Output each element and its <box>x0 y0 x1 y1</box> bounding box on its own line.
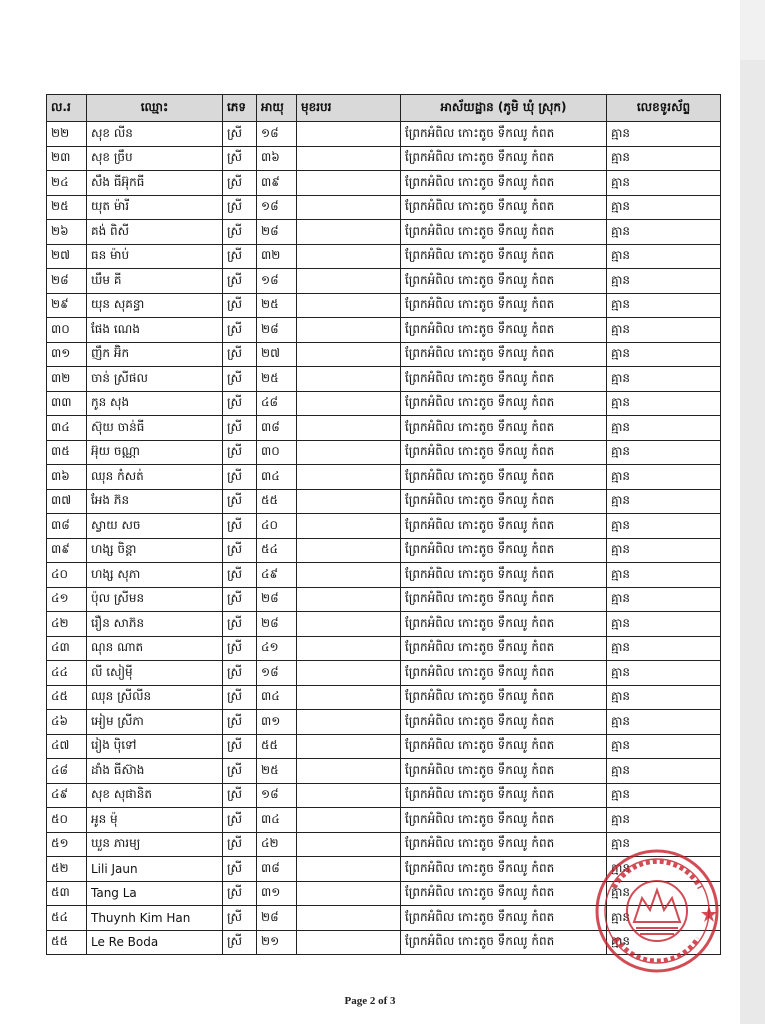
col-header-address: អាស័យដ្ឋាន (ភូមិ ឃុំ ស្រុក) <box>401 95 607 122</box>
cell-phone: គ្មាន <box>607 612 721 637</box>
cell-address: ព្រែកអំពិល កោះតូច ទឹកឈូ កំពត <box>401 783 607 808</box>
cell-phone: គ្មាន <box>607 122 721 147</box>
table-row <box>47 734 721 759</box>
cell-sex: ស្រី <box>223 514 257 539</box>
cell-sex: ស្រី <box>223 783 257 808</box>
cell-address: ព្រែកអំពិល កោះតូច ទឹកឈូ កំពត <box>401 514 607 539</box>
cell-occupation <box>297 612 401 637</box>
table-row <box>47 759 721 784</box>
cell-occupation <box>297 416 401 441</box>
cell-name: ស្វាយ សច <box>87 514 223 539</box>
table-row <box>47 122 721 147</box>
cell-age: ២១ <box>257 930 297 955</box>
cell-occupation <box>297 857 401 882</box>
cell-age: ២៨ <box>257 587 297 612</box>
cell-phone: គ្មាន <box>607 710 721 735</box>
cell-occupation <box>297 685 401 710</box>
cell-sex: ស្រី <box>223 367 257 392</box>
cell-sex: ស្រី <box>223 220 257 245</box>
cell-phone: គ្មាន <box>607 367 721 392</box>
cell-number: ៣៤ <box>47 416 87 441</box>
cell-occupation <box>297 906 401 931</box>
table-row <box>47 538 721 563</box>
cell-age: ៣៤ <box>257 465 297 490</box>
cell-occupation <box>297 636 401 661</box>
cell-age: ៣៩ <box>257 171 297 196</box>
cell-address: ព្រែកអំពិល កោះតូច ទឹកឈូ កំពត <box>401 342 607 367</box>
cell-phone: គ្មាន <box>607 783 721 808</box>
cell-number: ៣៩ <box>47 538 87 563</box>
cell-occupation <box>297 661 401 686</box>
cell-age: ៣៤ <box>257 685 297 710</box>
cell-age: ២៧ <box>257 342 297 367</box>
cell-name: ធន ម៉ាប់ <box>87 244 223 269</box>
cell-occupation <box>297 146 401 171</box>
cell-age: ១៨ <box>257 195 297 220</box>
cell-name: យុន សុគន្ធា <box>87 293 223 318</box>
cell-occupation <box>297 832 401 857</box>
cell-address: ព្រែកអំពិល កោះតូច ទឹកឈូ កំពត <box>401 391 607 416</box>
cell-sex: ស្រី <box>223 538 257 563</box>
cell-number: ៤០ <box>47 563 87 588</box>
cell-sex: ស្រី <box>223 416 257 441</box>
cell-phone: គ្មាន <box>607 881 721 906</box>
table-row <box>47 342 721 367</box>
cell-sex: ស្រី <box>223 612 257 637</box>
cell-number: ២៦ <box>47 220 87 245</box>
cell-sex: ស្រី <box>223 391 257 416</box>
cell-number: ៤៥ <box>47 685 87 710</box>
cell-address: ព្រែកអំពិល កោះតូច ទឹកឈូ កំពត <box>401 734 607 759</box>
cell-number: ៣៣ <box>47 391 87 416</box>
cell-name: ផែង ណេង <box>87 318 223 343</box>
table-row <box>47 391 721 416</box>
cell-sex: ស្រី <box>223 685 257 710</box>
cell-age: ៣៤ <box>257 808 297 833</box>
cell-sex: ស្រី <box>223 587 257 612</box>
cell-address: ព្រែកអំពិល កោះតូច ទឹកឈូ កំពត <box>401 146 607 171</box>
cell-number: ៤២ <box>47 612 87 637</box>
cell-number: ២៣ <box>47 146 87 171</box>
table-row <box>47 636 721 661</box>
cell-name: រៀង ប៉ិទៅ <box>87 734 223 759</box>
cell-address: ព្រែកអំពិល កោះតូច ទឹកឈូ កំពត <box>401 661 607 686</box>
cell-address: ព្រែកអំពិល កោះតូច ទឹកឈូ កំពត <box>401 465 607 490</box>
cell-number: ២៨ <box>47 269 87 294</box>
cell-occupation <box>297 391 401 416</box>
cell-age: ២៨ <box>257 906 297 931</box>
cell-age: ១៨ <box>257 661 297 686</box>
cell-age: ៤៩ <box>257 563 297 588</box>
cell-name: Thuynh Kim Han <box>87 906 223 931</box>
cell-address: ព្រែកអំពិល កោះតូច ទឹកឈូ កំពត <box>401 685 607 710</box>
cell-address: ព្រែកអំពិល កោះតូច ទឹកឈូ កំពត <box>401 563 607 588</box>
cell-age: ១៨ <box>257 122 297 147</box>
cell-number: ៤១ <box>47 587 87 612</box>
cell-age: ១៨ <box>257 783 297 808</box>
cell-name: អូន ម៉ុ <box>87 808 223 833</box>
cell-address: ព្រែកអំពិល កោះតូច ទឹកឈូ កំពត <box>401 318 607 343</box>
cell-name: ហង្ស ចិន្ដា <box>87 538 223 563</box>
cell-number: ៥៤ <box>47 906 87 931</box>
cell-occupation <box>297 930 401 955</box>
cell-age: ២៥ <box>257 759 297 784</box>
cell-name: ចាន់ ស្រីផល <box>87 367 223 392</box>
table-row <box>47 783 721 808</box>
cell-occupation <box>297 514 401 539</box>
cell-occupation <box>297 489 401 514</box>
table-header-row <box>47 95 721 122</box>
cell-occupation <box>297 269 401 294</box>
cell-sex: ស្រី <box>223 734 257 759</box>
cell-number: ៣០ <box>47 318 87 343</box>
cell-sex: ស្រី <box>223 857 257 882</box>
cell-age: ៣១ <box>257 710 297 735</box>
cell-name: ឈុន កំសត់ <box>87 465 223 490</box>
cell-occupation <box>297 195 401 220</box>
official-seal-icon <box>594 848 720 974</box>
cell-address: ព្រែកអំពិល កោះតូច ទឹកឈូ កំពត <box>401 244 607 269</box>
col-header-age: អាយុ <box>257 95 297 122</box>
cell-phone: គ្មាន <box>607 465 721 490</box>
table-row <box>47 440 721 465</box>
cell-name: ស៊ុយ ចាន់ធី <box>87 416 223 441</box>
cell-name: យុត ម៉ារី <box>87 195 223 220</box>
col-header-sex: ភេទ <box>223 95 257 122</box>
table-row <box>47 612 721 637</box>
cell-address: ព្រែកអំពិល កោះតូច ទឹកឈូ កំពត <box>401 416 607 441</box>
cell-sex: ស្រី <box>223 881 257 906</box>
cell-sex: ស្រី <box>223 661 257 686</box>
cell-phone: គ្មាន <box>607 514 721 539</box>
cell-number: ៣១ <box>47 342 87 367</box>
cell-age: ៥៤ <box>257 538 297 563</box>
cell-number: ២៥ <box>47 195 87 220</box>
cell-sex: ស្រី <box>223 465 257 490</box>
cell-phone: គ្មាន <box>607 857 721 882</box>
cell-occupation <box>297 220 401 245</box>
table-body <box>47 122 721 955</box>
cell-phone: គ្មាន <box>607 440 721 465</box>
cell-name: ប៉ុល ស្រីមន <box>87 587 223 612</box>
cell-name: អៀម ស្រីភា <box>87 710 223 735</box>
cell-address: ព្រែកអំពិល កោះតូច ទឹកឈូ កំពត <box>401 808 607 833</box>
cell-address: ព្រែកអំពិល កោះតូច ទឹកឈូ កំពត <box>401 440 607 465</box>
cell-age: ៤៨ <box>257 391 297 416</box>
cell-address: ព្រែកអំពិល កោះតូច ទឹកឈូ កំពត <box>401 171 607 196</box>
cell-name: អែង ភ៊ន <box>87 489 223 514</box>
cell-occupation <box>297 465 401 490</box>
cell-sex: ស្រី <box>223 318 257 343</box>
cell-address: ព្រែកអំពិល កោះតូច ទឹកឈូ កំពត <box>401 832 607 857</box>
cell-phone: គ្មាន <box>607 930 721 955</box>
cell-name: Tang La <box>87 881 223 906</box>
cell-age: ៣២ <box>257 244 297 269</box>
table-row <box>47 269 721 294</box>
cell-phone: គ្មាន <box>607 146 721 171</box>
cell-phone: គ្មាន <box>607 587 721 612</box>
cell-age: ១៨ <box>257 269 297 294</box>
cell-sex: ស្រី <box>223 808 257 833</box>
cell-occupation <box>297 318 401 343</box>
cell-phone: គ្មាន <box>607 416 721 441</box>
cell-phone: គ្មាន <box>607 171 721 196</box>
cell-occupation <box>297 587 401 612</box>
cell-occupation <box>297 538 401 563</box>
cell-number: ៤៨ <box>47 759 87 784</box>
cell-occupation <box>297 171 401 196</box>
cell-sex: ស្រី <box>223 244 257 269</box>
cell-phone: គ្មាន <box>607 269 721 294</box>
cell-sex: ស្រី <box>223 930 257 955</box>
cell-sex: ស្រី <box>223 195 257 220</box>
cell-address: ព្រែកអំពិល កោះតូច ទឹកឈូ កំពត <box>401 636 607 661</box>
table-row <box>47 661 721 686</box>
table-row <box>47 416 721 441</box>
cell-number: ៤៦ <box>47 710 87 735</box>
cell-age: ៥៥ <box>257 734 297 759</box>
table-row <box>47 293 721 318</box>
cell-age: ៣៨ <box>257 857 297 882</box>
cell-name: Le Re Boda <box>87 930 223 955</box>
table-row <box>47 318 721 343</box>
cell-age: ៣៦ <box>257 146 297 171</box>
cell-number: ៤៩ <box>47 783 87 808</box>
cell-name: ឃួន ភារម្យ <box>87 832 223 857</box>
table-row <box>47 489 721 514</box>
cell-age: ២៥ <box>257 293 297 318</box>
cell-phone: គ្មាន <box>607 538 721 563</box>
cell-name: សុខ សុផានិត <box>87 783 223 808</box>
cell-phone: គ្មាន <box>607 906 721 931</box>
cell-address: ព្រែកអំពិល កោះតូច ទឹកឈូ កំពត <box>401 220 607 245</box>
cell-address: ព្រែកអំពិល កោះតូច ទឹកឈូ កំពត <box>401 122 607 147</box>
cell-address: ព្រែកអំពិល កោះតូច ទឹកឈូ កំពត <box>401 881 607 906</box>
cell-sex: ស្រី <box>223 636 257 661</box>
cell-address: ព្រែកអំពិល កោះតូច ទឹកឈូ កំពត <box>401 293 607 318</box>
table-row <box>47 244 721 269</box>
cell-sex: ស្រី <box>223 293 257 318</box>
cell-name: ដាំង ធីស៊ាង <box>87 759 223 784</box>
cell-age: ៣០ <box>257 440 297 465</box>
cell-phone: គ្មាន <box>607 293 721 318</box>
cell-sex: ស្រី <box>223 440 257 465</box>
cell-age: ៤១ <box>257 636 297 661</box>
cell-phone: គ្មាន <box>607 636 721 661</box>
cell-age: ៤០ <box>257 514 297 539</box>
cell-number: ៤៣ <box>47 636 87 661</box>
cell-occupation <box>297 759 401 784</box>
cell-age: ២៥ <box>257 367 297 392</box>
table-row <box>47 195 721 220</box>
cell-number: ២៤ <box>47 171 87 196</box>
cell-phone: គ្មាន <box>607 220 721 245</box>
cell-phone: គ្មាន <box>607 832 721 857</box>
cell-number: ៣៦ <box>47 465 87 490</box>
cell-sex: ស្រី <box>223 171 257 196</box>
cell-phone: គ្មាន <box>607 808 721 833</box>
cell-name: គង់ ពិសី <box>87 220 223 245</box>
cell-occupation <box>297 244 401 269</box>
cell-occupation <box>297 710 401 735</box>
col-header-name: ឈ្មោះ <box>87 95 223 122</box>
table-row <box>47 587 721 612</box>
cell-name: Lili Jaun <box>87 857 223 882</box>
cell-address: ព្រែកអំពិល កោះតូច ទឹកឈូ កំពត <box>401 759 607 784</box>
cell-number: ៥៣ <box>47 881 87 906</box>
cell-number: ២៧ <box>47 244 87 269</box>
cell-occupation <box>297 734 401 759</box>
table-row <box>47 220 721 245</box>
cell-occupation <box>297 342 401 367</box>
cell-sex: ស្រី <box>223 146 257 171</box>
table-row <box>47 367 721 392</box>
page-number: Page 2 of 3 <box>344 995 396 1007</box>
table-row <box>47 465 721 490</box>
cell-number: ៣២ <box>47 367 87 392</box>
cell-number: ៥៥ <box>47 930 87 955</box>
background-edge <box>740 60 765 1024</box>
cell-name: ឈុន ស្រីលីន <box>87 685 223 710</box>
cell-name: កូន សុង <box>87 391 223 416</box>
cell-number: ៥០ <box>47 808 87 833</box>
cell-occupation <box>297 881 401 906</box>
cell-age: ៣៨ <box>257 416 297 441</box>
cell-occupation <box>297 293 401 318</box>
cell-number: ២៩ <box>47 293 87 318</box>
cell-phone: គ្មាន <box>607 685 721 710</box>
cell-number: ៣៥ <box>47 440 87 465</box>
cell-age: ២៨ <box>257 612 297 637</box>
cell-address: ព្រែកអំពិល កោះតូច ទឹកឈូ កំពត <box>401 587 607 612</box>
cell-address: ព្រែកអំពិល កោះតូច ទឹកឈូ កំពត <box>401 612 607 637</box>
cell-occupation <box>297 808 401 833</box>
cell-number: ៣៨ <box>47 514 87 539</box>
col-header-number: ល.រ <box>47 95 87 122</box>
cell-name: ឃឹម គី <box>87 269 223 294</box>
cell-sex: ស្រី <box>223 563 257 588</box>
cell-sex: ស្រី <box>223 832 257 857</box>
cell-age: ៥៥ <box>257 489 297 514</box>
cell-address: ព្រែកអំពិល កោះតូច ទឹកឈូ កំពត <box>401 538 607 563</box>
cell-address: ព្រែកអំពិល កោះតូច ទឹកឈូ កំពត <box>401 710 607 735</box>
cell-phone: គ្មាន <box>607 759 721 784</box>
cell-number: ៥២ <box>47 857 87 882</box>
cell-sex: ស្រី <box>223 710 257 735</box>
cell-name: ណុន ណាត <box>87 636 223 661</box>
cell-name: សឹង ធីអ៊ុកធី <box>87 171 223 196</box>
cell-sex: ស្រី <box>223 759 257 784</box>
cell-number: ៥១ <box>47 832 87 857</box>
cell-occupation <box>297 440 401 465</box>
cell-age: ៣១ <box>257 881 297 906</box>
cell-sex: ស្រី <box>223 489 257 514</box>
cell-occupation <box>297 122 401 147</box>
table-row <box>47 171 721 196</box>
cell-number: ៤៧ <box>47 734 87 759</box>
cell-age: ២៨ <box>257 318 297 343</box>
cell-address: ព្រែកអំពិល កោះតូច ទឹកឈូ កំពត <box>401 857 607 882</box>
cell-phone: គ្មាន <box>607 489 721 514</box>
cell-occupation <box>297 367 401 392</box>
cell-sex: ស្រី <box>223 906 257 931</box>
cell-sex: ស្រី <box>223 122 257 147</box>
col-header-phone: លេខទូរស័ព្ទ <box>607 95 721 122</box>
cell-name: រឿន សាភ៊ន <box>87 612 223 637</box>
cell-phone: គ្មាន <box>607 661 721 686</box>
cell-address: ព្រែកអំពិល កោះតូច ទឹកឈូ កំពត <box>401 367 607 392</box>
cell-occupation <box>297 563 401 588</box>
cell-phone: គ្មាន <box>607 195 721 220</box>
cell-sex: ស្រី <box>223 342 257 367</box>
table-row <box>47 710 721 735</box>
cell-name: អ៊ុយ ចណ្ណា <box>87 440 223 465</box>
cell-address: ព្រែកអំពិល កោះតូច ទឹកឈូ កំពត <box>401 269 607 294</box>
cell-phone: គ្មាន <box>607 391 721 416</box>
cell-address: ព្រែកអំពិល កោះតូច ទឹកឈូ កំពត <box>401 906 607 931</box>
cell-age: ៤២ <box>257 832 297 857</box>
cell-phone: គ្មាន <box>607 318 721 343</box>
cell-address: ព្រែកអំពិល កោះតូច ទឹកឈូ កំពត <box>401 489 607 514</box>
cell-sex: ស្រី <box>223 269 257 294</box>
cell-name: សុខ ច្រឹប <box>87 146 223 171</box>
table-row <box>47 808 721 833</box>
table-row <box>47 146 721 171</box>
cell-name: លី សៀម៉ី <box>87 661 223 686</box>
cell-number: ៤៤ <box>47 661 87 686</box>
cell-name: សុខ លីន <box>87 122 223 147</box>
cell-age: ២៨ <box>257 220 297 245</box>
table-row <box>47 514 721 539</box>
cell-address: ព្រែកអំពិល កោះតូច ទឹកឈូ កំពត <box>401 930 607 955</box>
cell-address: ព្រែកអំពិល កោះតូច ទឹកឈូ កំពត <box>401 195 607 220</box>
cell-phone: គ្មាន <box>607 244 721 269</box>
cell-name: ញឹក អ៊ិក <box>87 342 223 367</box>
table-row <box>47 685 721 710</box>
cell-number: ២២ <box>47 122 87 147</box>
cell-occupation <box>297 783 401 808</box>
cell-number: ៣៧ <box>47 489 87 514</box>
cell-phone: គ្មាន <box>607 734 721 759</box>
roster-table <box>46 94 721 955</box>
table-row <box>47 563 721 588</box>
cell-phone: គ្មាន <box>607 563 721 588</box>
cell-name: ហង្ស សុភា <box>87 563 223 588</box>
col-header-occupation: មុខរបរ <box>297 95 401 122</box>
cell-phone: គ្មាន <box>607 342 721 367</box>
